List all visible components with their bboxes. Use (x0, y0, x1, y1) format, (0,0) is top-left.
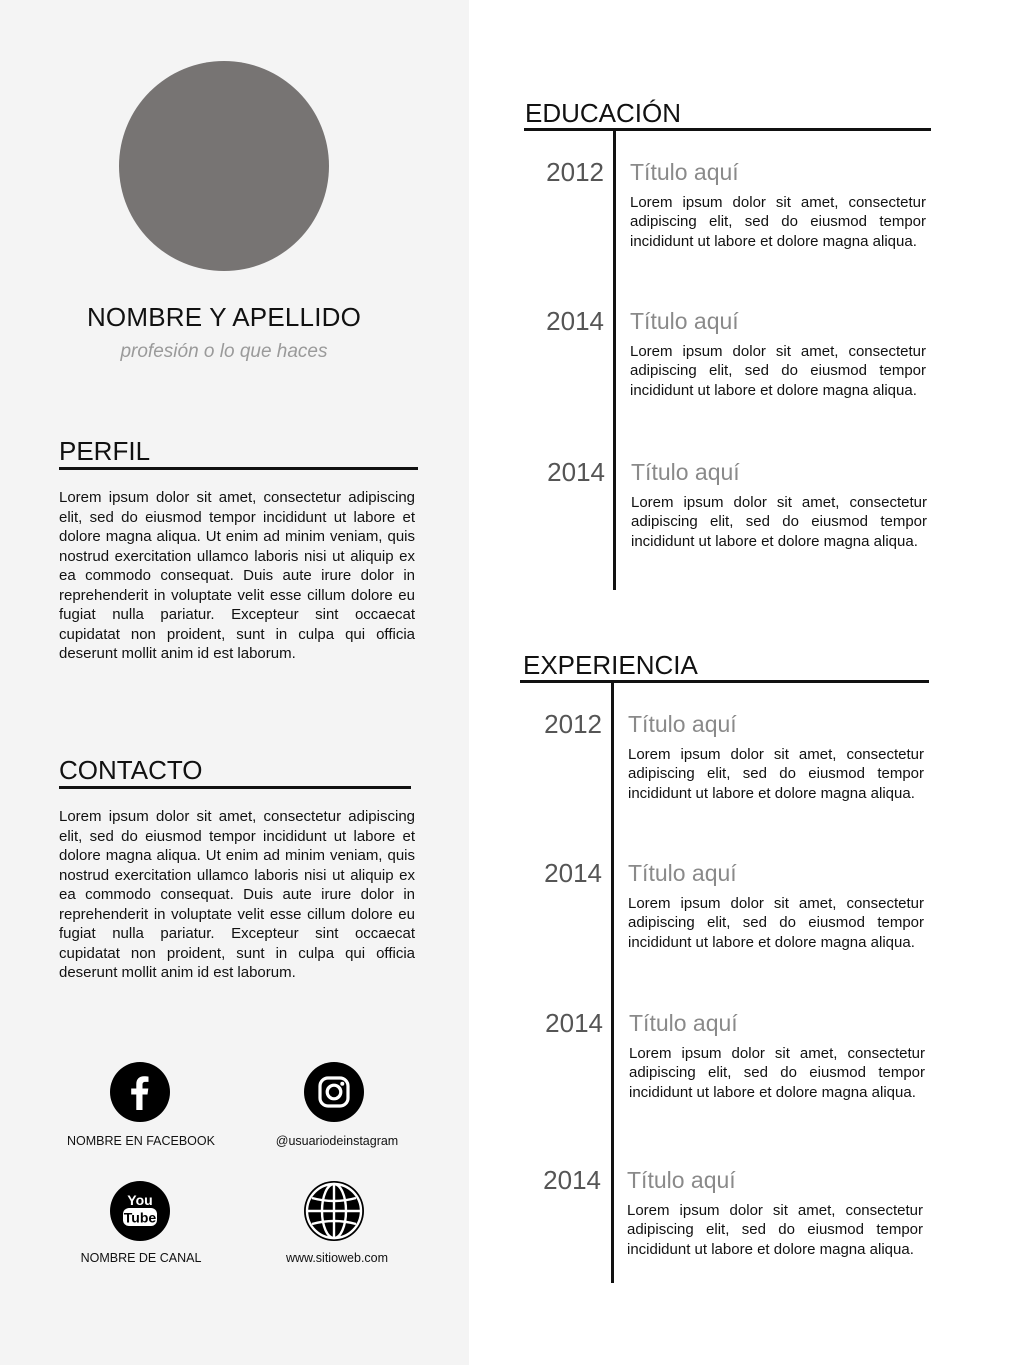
experience-heading: EXPERIENCIA (523, 650, 698, 680)
facebook-icon[interactable] (110, 1062, 170, 1122)
youtube-label: NOMBRE DE CANAL (80, 1251, 202, 1265)
entry-title: Título aquí (630, 308, 739, 334)
entry-title: Título aquí (630, 159, 739, 185)
profession: profesión o lo que haces (120, 341, 328, 362)
entry-title: Título aquí (628, 711, 737, 737)
education-heading: EDUCACIÓN (525, 98, 682, 128)
entry-title: Título aquí (628, 860, 737, 886)
profile-heading: PERFIL (59, 436, 151, 466)
website-label: www.sitioweb.com (285, 1251, 389, 1265)
entry-title: Título aquí (629, 1010, 738, 1036)
instagram-icon[interactable] (304, 1062, 364, 1122)
instagram-label: @usuariodeinstagram (275, 1134, 399, 1148)
entry-description: Lorem ipsum dolor sit amet, consectetur adipiscing elit, sed do eiusmod tempor incididunt ut labore et dolore magna aliqua. (629, 1045, 925, 1101)
entry-description: Lorem ipsum dolor sit amet, consectetur adipiscing elit, sed do eiusmod tempor incididunt ut labore et dolore magna aliqua. (628, 895, 924, 951)
contact-heading: CONTACTO (59, 755, 203, 785)
globe-icon[interactable] (304, 1181, 364, 1241)
profile-text: Lorem ipsum dolor sit amet, consectetur adipiscing elit, sed do eiusmod tempor incididunt ut labore et dolore magna aliqua. Ut enim ad minim veniam, quis nostrud exercitation ullamco laboris nisi ut aliquip ex ea commodo consequat. Duis aute irure dolor in reprehenderit in voluptate velit esse cillum dolore eu fugiat nulla pariatur. Excepteur sint occaecat cupidatat non proident, sunt in culpa qui officia deserunt mollit anim id est laborum. (59, 489, 415, 662)
profile-heading-rule (59, 467, 418, 470)
entry-year: 2014 (545, 1008, 603, 1038)
entry-description: Lorem ipsum dolor sit amet, consectetur adipiscing elit, sed do eiusmod tempor incididunt ut labore et dolore magna aliqua. (627, 1202, 923, 1258)
entry-description: Lorem ipsum dolor sit amet, consectetur adipiscing elit, sed do eiusmod tempor incididunt ut labore et dolore magna aliqua. (630, 194, 926, 250)
sidebar (0, 0, 469, 1365)
profile-photo-placeholder (119, 61, 329, 271)
contact-text: Lorem ipsum dolor sit amet, consectetur adipiscing elit, sed do eiusmod tempor incididunt ut labore et dolore magna aliqua. Ut enim ad minim veniam, quis nostrud exercitation ullamco laboris nisi ut aliquip ex ea commodo consequat. Duis aute irure dolor in reprehenderit in voluptate velit esse cillum dolore eu fugiat nulla pariatur. Excepteur sint occaecat cupidatat non proident, sunt in culpa qui officia deserunt mollit anim id est laborum. (59, 808, 415, 981)
entry-description: Lorem ipsum dolor sit amet, consectetur adipiscing elit, sed do eiusmod tempor incididunt ut labore et dolore magna aliqua. (630, 343, 926, 399)
youtube-glyph-top: You (127, 1192, 153, 1208)
entry-year: 2012 (544, 709, 602, 739)
entry-year: 2014 (543, 1165, 601, 1195)
education-heading-rule (524, 128, 931, 131)
entry-year: 2014 (546, 306, 604, 336)
entry-year: 2014 (547, 457, 605, 487)
entry-title: Título aquí (631, 459, 740, 485)
facebook-label: NOMBRE EN FACEBOOK (67, 1134, 215, 1148)
entry-year: 2012 (546, 157, 604, 187)
experience-heading-rule (520, 680, 929, 683)
entry-description: Lorem ipsum dolor sit amet, consectetur adipiscing elit, sed do eiusmod tempor incididunt ut labore et dolore magna aliqua. (628, 746, 924, 802)
entry-title: Título aquí (627, 1167, 736, 1193)
person-name: NOMBRE Y APELLIDO (86, 302, 362, 332)
entry-description: Lorem ipsum dolor sit amet, consectetur adipiscing elit, sed do eiusmod tempor incididunt ut labore et dolore magna aliqua. (631, 494, 927, 550)
experience-timeline-line (611, 683, 614, 1283)
entry-year: 2014 (544, 858, 602, 888)
contact-heading-rule (59, 786, 411, 789)
youtube-icon[interactable] (110, 1181, 170, 1241)
education-timeline-line (613, 130, 616, 590)
youtube-glyph-bottom: Tube (123, 1209, 157, 1226)
